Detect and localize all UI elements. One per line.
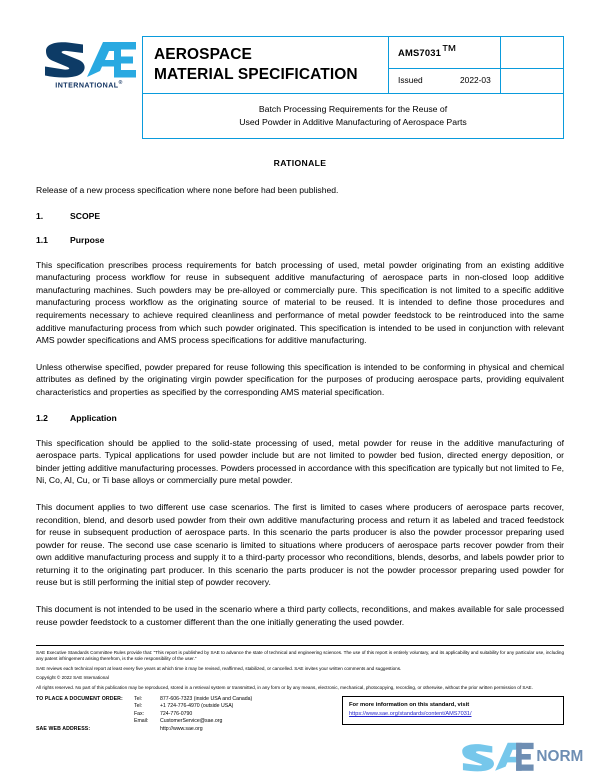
footer-copyright-text: Copyright © 2022 SAE International — [36, 675, 109, 681]
order-label: TO PLACE A DOCUMENT ORDER: — [36, 696, 123, 703]
sae-logo-icon — [39, 40, 139, 79]
section-heading-purpose — [36, 235, 564, 245]
more-information-box — [342, 696, 564, 725]
header-title-line-1: AEROSPACE — [154, 46, 252, 63]
rationale-heading: RATIONALE — [273, 158, 327, 168]
sae-norm-watermark-icon — [458, 740, 598, 772]
document-body — [36, 158, 564, 642]
web-key-spacer — [134, 726, 160, 733]
contact-row-tel-intl — [36, 703, 336, 710]
header-title-line-2: MATERIAL SPECIFICATION — [154, 66, 358, 83]
section-heading-application — [36, 413, 564, 423]
header-blank-cell-bottom — [501, 69, 563, 93]
issued-date: 2022-03 — [460, 75, 491, 85]
contact-key-tel-usa: Tel: — [134, 696, 143, 703]
header-table — [142, 36, 564, 139]
header-subtitle-cell — [143, 93, 563, 138]
issued-label: Issued — [398, 75, 423, 85]
header-table-top-row — [143, 37, 563, 93]
web-address-label: SAE WEB ADDRESS: — [36, 725, 91, 732]
contact-value-tel-usa: 877-606-7323 (inside USA and Canada) — [160, 696, 253, 703]
section-number-scope: 1. — [36, 210, 44, 221]
purpose-paragraph-1: This specification prescribes process requirements for batch processing of used, metal powder originating from an existing additive manufacturing process workflow for reuse in subsequent additive manufacturing of aerospace parts in non-closed loop additive manufacturing machines. Such powders may be pre-alloyed or commercially pure. This specification is not limited to a specific additive manufacturing process workflow as the originating source of material to be reused. It is intended to define those procedures and requirements necessary to achieve required cleanliness and performance of metal powder feedstock to be reintroduced into the same additive manufacturing process from which such powder originated. This specification is intended to be used in conjunction with relevant AMS powder specifications and AMS process specifications for additive manufacturing. — [36, 259, 564, 346]
application-paragraph-2: This document applies to two different use case scenarios. The first is limited to cases where producers of aerospace parts recover, recondition, blend, and desorb used powder from their own additive manufacturing process and return it as labeled and traced feedstock for reuse in subsequent production of aerospace parts. In this scenario the parts producer is also the powder processor preparing used powder for reuse. The second use case scenario is limited to situations where producers of aerospace parts recover powder from their own additive manufacturing process and supply it to a third-party processor who reconditions, blends, desorbs, and labels powder prior to returning it to the originating part producer. In this scenario the parts producer is not the powder processor preparing used powder for reuse but is still performing the initial step of powder recovery. — [36, 501, 564, 588]
header-subtitle-line-1: Batch Processing Requirements for the Reuse of — [258, 104, 448, 114]
contact-row-fax — [36, 711, 336, 718]
section-number-application: 1.2 — [36, 412, 48, 423]
header-title-cell — [143, 37, 389, 93]
application-paragraph-1: This specification should be applied to the solid-state processing of used, metal powder for reuse in the additive manufacturing of aerospace parts. Typical applications for used powder include but are not limited to powder bed fusion, directed energy deposition, or binder jetting additive manufacturing processes. Powders processed in accordance with this specification are typically but not limited to Fe, Ni, Co, Al, Cu, or Ti base alloys or commercially pure metal powder. — [36, 437, 564, 486]
document-header — [36, 36, 564, 139]
header-issued-row — [389, 69, 563, 93]
section-number-purpose: 1.1 — [36, 234, 48, 245]
header-docid-cell — [389, 37, 501, 68]
document-footer — [36, 645, 564, 733]
footer-rules-text: SAE Executive Standards Committee Rules provide that: “This report is published by SAE to advance the state of technical and engineering sciences. The use of this report is entirely voluntary, and its applicability and suitability for any particular use, including any patent infringement arising therefrom, is the sole responsibility of the user.” — [36, 650, 564, 662]
contact-row-web — [36, 726, 336, 733]
application-paragraph-3: This document is not intended to be used in the scenario where a third party collects, reconditions, and makes available for sale processed reuse powder feedstock to a customer different than the one initially generating the used powder. — [36, 604, 564, 627]
header-meta-column — [389, 37, 563, 93]
order-label-spacer-3 — [36, 718, 134, 725]
header-subtitle-line-2: Used Powder in Additive Manufacturing of Aerospace Parts — [239, 116, 467, 127]
registered-mark: ® — [118, 80, 123, 86]
web-address-value[interactable]: http://www.sae.org — [160, 725, 203, 732]
contact-value-tel-intl: +1 724-776-4970 (outside USA) — [160, 703, 234, 710]
footer-review-text: SAE reviews each technical report at least every five years at which time it may be revised, reaffirmed, stabilized, or cancelled. SAE invites your written comments and suggestions. — [36, 665, 402, 671]
trademark-mark: ™ — [441, 43, 458, 60]
contact-key-tel-intl: Tel: — [134, 703, 143, 710]
order-label-spacer-2 — [36, 711, 134, 718]
header-issued-cell — [389, 69, 501, 93]
section-label-application: Application — [70, 412, 117, 423]
more-information-title: For more information on this standard, visit — [349, 702, 470, 709]
sae-logo-block — [36, 36, 142, 89]
order-label-spacer-1 — [36, 703, 134, 710]
footer-contact-list — [36, 696, 336, 733]
svg-text:NORM: NORM — [536, 747, 584, 765]
contact-key-fax: Fax: — [134, 710, 145, 717]
contact-key-email: Email: — [134, 718, 149, 725]
section-label-scope: SCOPE — [70, 210, 101, 221]
sae-logo-subtext: INTERNATIONAL® — [55, 80, 123, 90]
rationale-paragraph: Release of a new process specification where none before had been published. — [36, 185, 339, 195]
footer-order-block — [36, 696, 564, 733]
footer-rights-text: All rights reserved. No part of this publication may be reproduced, stored in a retrieval system or transmitted, in any form or by any means, electronic, mechanical, photocopying, recording, or otherwise, without the prior written permission of SAE. — [36, 684, 533, 690]
section-label-purpose: Purpose — [70, 234, 105, 245]
header-docid-row — [389, 37, 563, 69]
document-number: AMS7031 — [398, 47, 442, 58]
contact-value-email[interactable]: CustomerService@sae.org — [160, 718, 223, 725]
section-heading-scope — [36, 211, 564, 221]
purpose-paragraph-2: Unless otherwise specified, powder prepared for reuse following this specification is intended to be conforming in physical and chemical attributes as defined by the originating virgin powder specification for the purposes of producing aerospace parts, providing equivalent characteristics and properties as specified by the corresponding AMS material specification. — [36, 361, 564, 397]
header-blank-cell-top — [501, 37, 563, 68]
standard-url-link[interactable]: https://www.sae.org/standards/content/AMS7031/ — [349, 711, 472, 718]
contact-value-fax: 724-776-0790 — [160, 710, 193, 717]
contact-row-email — [36, 718, 336, 725]
footer-divider — [36, 645, 564, 646]
contact-row-tel-usa — [36, 696, 336, 703]
